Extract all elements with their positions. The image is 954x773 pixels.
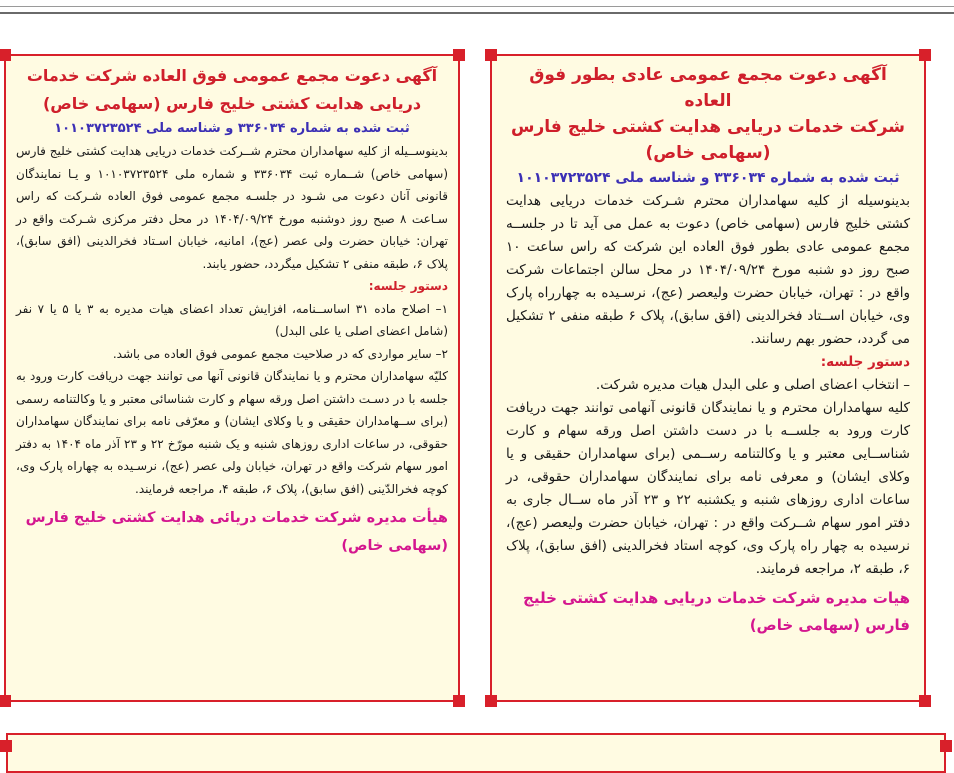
notice-title-line: دریایی هدایت کشتی خلیج فارس (سهامی خاص): [42, 94, 422, 113]
board-signature: هیات مدیره شرکت خدمات دریایی هدایت کشتی خلیج فارس (سهامی خاص): [523, 589, 910, 634]
board-signature: هیأت مدیره شرکت خدمات دریائی هدایت کشتی خلیج فارس (سهامی خاص): [25, 510, 448, 554]
invitation-paragraph: بدینوســیله از کلیه سهامداران محترم شــرکت خدمات دریایی هدایت کشتی خلیج فارس (سهامی خاص) شــماره ثبت ۳۳۶۰۳۴ و شماره ملی ۱۰۱۰۳۷۲۳۵۲۴ و یـا نمایندگان قانونی آنان دعوت می شـود در جلسـه مجمع عمومی فوق العاده شـرکت که راس سـاعت ۸ صبح روز دوشنبه مورخ ۱۴۰۴/۰۹/۲۴ در محل دفتر مرکزی شـرکت واقع در تهران: خیابان حضرت ولی عصر (عج)، امانیه، خیابان اسـتاد فخرالدینی (افق سابق)، پلاک ۶، طبقه منفی ۲ تشکیل میگردد، حضور یابند.: [16, 144, 449, 271]
agenda-heading: دستور جلسه:: [820, 354, 910, 370]
corner-mark: [485, 695, 497, 707]
instructions-paragraph: کلیه سهامداران محترم و یا نمایندگان قانونی آنهامی توانند جهت دریافت کارت ورود به جلســه با در دست داشتن اصل ورقه سهام و کارت شناســایی معتبر و یا وکالتنامه رســمی (برای سهامداران حقیقی و یا وکلای ایشان) و معرفی نامه برای نمایندگان سهامداران حقوقی، در ساعات اداری روزهای شنبه و یکشنبه ۲۲ و ۲۳ آذر ماه ســال جاری به دفتر امور سهام شــرکت واقع در : تهران، خیابان حضرت ولیعصر (عج)، نرسیده به چهار راه پارک وی، کوچه استاد فخرالدینی (افق سابق)، پلاک ۶، طبقه ۲، مراجعه فرمایند.: [506, 400, 910, 577]
corner-mark: [940, 740, 952, 752]
corner-mark: [0, 695, 11, 707]
page-top-rule-thick: [0, 12, 954, 14]
corner-mark: [0, 49, 11, 61]
notice-ordinary-extraordinary-meeting: [490, 54, 926, 702]
registration-number: ثبت شده به شماره ۳۳۶۰۳۴ و شناسه ملی ۱۰۱۰۳۷۲۳۵۲۴: [54, 121, 410, 136]
notice-title-line: آگهی دعوت مجمع عمومی عادی بطور فوق العاده: [529, 65, 887, 111]
corner-mark: [453, 49, 465, 61]
notice-title-line: (سهامی خاص): [645, 143, 771, 163]
agenda-item: – انتخاب اعضای اصلی و علی البدل هیات مدیره شرکت.: [595, 377, 910, 393]
invitation-paragraph: بدینوسیله از کلیه سهامداران محترم شـرکت خدمات دریایی هدایت کشتی خلیج فارس (سهامی خاص) دعوت به عمل می آید تا در جلســه مجمع عمومی عادی بطور فوق العاده این شرکت که راس ساعت ۱۰ صبح روز دو شنبه مورخ ۱۴۰۴/۰۹/۲۴ در محل سالن اجتماعات شرکت واقع در : تهران، خیابان حضرت ولیعصر (عج)، نرسـیده به چهارراه پارک وی، خیابان اســتاد فخرالدینی (افق سابق)، پلاک ۶ طبقه منفی ۲ تشکیل می گردد، حضور بهم رسانند.: [506, 193, 910, 347]
corner-mark: [919, 695, 931, 707]
agenda-item: ۱– اصلاح ماده ۳۱ اساســنامه، افزایش تعداد اعضای هیات مدیره به ۳ یا ۵ یا ۷ نفر (شامل اعضای اصلی یا علی البدل): [16, 301, 449, 338]
notice-title-line: شرکت خدمات دریایی هدایت کشتی خلیج فارس: [511, 117, 905, 137]
corner-mark: [453, 695, 465, 707]
page-top-rule: [0, 6, 954, 7]
agenda-heading: دستور جلسه:: [368, 279, 448, 293]
instructions-paragraph: کلیّه سهامداران محترم و یا نمایندگان قانونی آنها می توانند جهت دریافت کارت ورود به جلسه با در دسـت داشتن اصل ورقه سهام و کارت شناسائی معتبر و یا وکالتنامه رسمی (برای ســهامداران حقیقی و یا وکلای ایشان) و معرّفی نامه برای نمایندگان سهامداران حقوقی، در ساعات اداری روزهای شنبه و یک شنبه مورّخ ۲۲ و ۲۳ آذر ماه ۱۴۰۴ به دفتر امور سهام شرکت واقع در تهران، خیابان ولی عصر (عج)، نرسـیده به چهاراه پارک وی، کوچه فخرالدّینی (افق سابق)، پلاک ۶، طبقه ۴، مراجعه فرمایند.: [16, 369, 448, 496]
notice-title-line: آگهی دعوت مجمع عمومی فوق العاده شرکت خدمات: [26, 66, 438, 85]
corner-mark: [0, 740, 12, 752]
corner-mark: [485, 49, 497, 61]
agenda-item: ۲– سایر مواردی که در صلاحیت مجمع عمومی فوق العاده می باشد.: [112, 346, 448, 361]
registration-number: ثبت شده به شماره ۳۳۶۰۳۴ و شناسه ملی ۱۰۱۰۳۷۲۳۵۲۴: [516, 170, 900, 186]
next-notice-frame: [6, 733, 946, 773]
corner-mark: [919, 49, 931, 61]
notice-extraordinary-meeting: [4, 54, 460, 702]
